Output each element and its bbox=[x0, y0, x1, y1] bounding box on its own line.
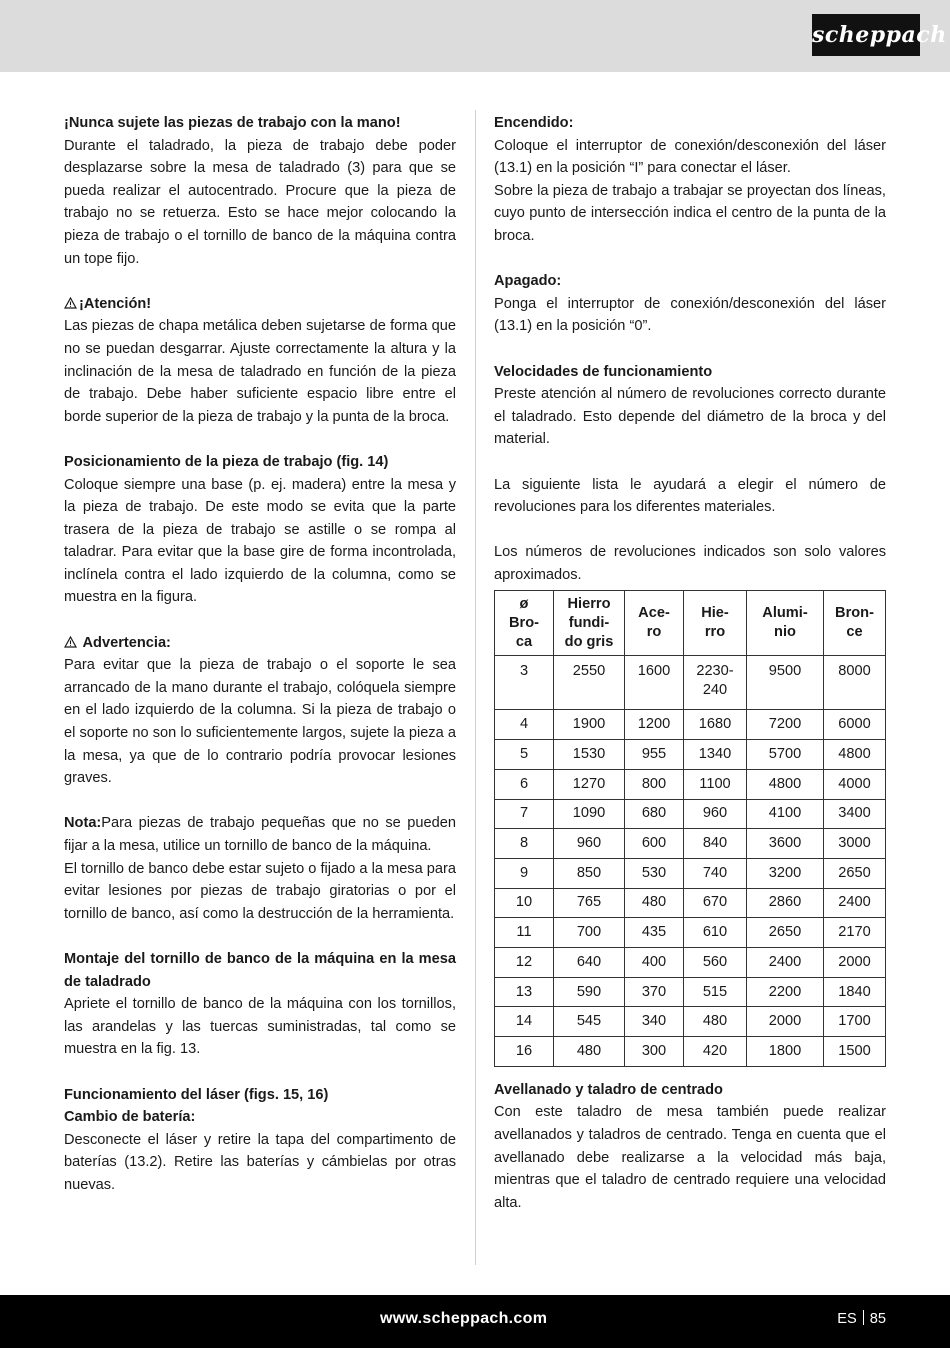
table-cell: 560 bbox=[684, 947, 747, 977]
table-cell: 13 bbox=[495, 977, 554, 1007]
note-text: Para piezas de trabajo pequeñas que no se pueden fijar a la mesa, utilice un tornillo de banco de la máquina. bbox=[64, 815, 456, 854]
attention-label: ¡Atención! bbox=[79, 295, 152, 312]
table-cell: 2000 bbox=[747, 1007, 824, 1037]
header-cell-acero: Ace- ro bbox=[625, 591, 684, 656]
table-cell: 4800 bbox=[824, 740, 886, 770]
table-cell: 1600 bbox=[625, 656, 684, 710]
table-cell: 8 bbox=[495, 829, 554, 859]
table-cell: 4000 bbox=[824, 769, 886, 799]
table-header-row bbox=[495, 591, 886, 656]
table-cell: 1680 bbox=[684, 710, 747, 740]
note-paragraph bbox=[64, 812, 456, 857]
table-cell: 1200 bbox=[625, 710, 684, 740]
table-cell: 340 bbox=[625, 1007, 684, 1037]
section-heading: Velocidades de funcionamiento bbox=[494, 363, 713, 380]
table-row bbox=[495, 656, 886, 710]
table-row bbox=[495, 1037, 886, 1067]
paragraph: Sobre la pieza de trabajo a trabajar se proyectan dos líneas, cuyo punto de intersección indica el centro de la punta de la broca. bbox=[494, 182, 886, 244]
table-cell: 3600 bbox=[747, 829, 824, 859]
header-cell-hierro-fundido: Hierro fundi- do gris bbox=[554, 591, 625, 656]
table-cell: 700 bbox=[554, 918, 625, 948]
table-row bbox=[495, 1007, 886, 1037]
table-cell: 5 bbox=[495, 740, 554, 770]
table-cell: 2000 bbox=[824, 947, 886, 977]
table-cell: 4100 bbox=[747, 799, 824, 829]
table-cell: 640 bbox=[554, 947, 625, 977]
table-cell: 850 bbox=[554, 858, 625, 888]
header-cell-broca: ø Bro- ca bbox=[495, 591, 554, 656]
paragraph: Coloque siempre una base (p. ej. madera) entre la mesa y la pieza de trabajo. De este modo se evita que la parte trasera de la pieza de trabajo se astille o se rompa al taladrar. Para evitar que la base gire de forma incontrolada, inclínela contra el lado izquierdo de la columna, como se muestra en la figura. bbox=[64, 476, 456, 606]
table-cell: 1900 bbox=[554, 710, 625, 740]
table-cell: 12 bbox=[495, 947, 554, 977]
table-cell: 6000 bbox=[824, 710, 886, 740]
table-cell: 7200 bbox=[747, 710, 824, 740]
scheppach-logo: scheppach bbox=[812, 14, 920, 56]
table-cell: 3200 bbox=[747, 858, 824, 888]
table-cell: 1530 bbox=[554, 740, 625, 770]
separator bbox=[863, 1310, 864, 1325]
table-cell: 8000 bbox=[824, 656, 886, 710]
table-row bbox=[495, 829, 886, 859]
table-row bbox=[495, 710, 886, 740]
table-row bbox=[495, 740, 886, 770]
table-cell: 765 bbox=[554, 888, 625, 918]
table-cell: 800 bbox=[625, 769, 684, 799]
table-cell: 14 bbox=[495, 1007, 554, 1037]
table-cell: 9500 bbox=[747, 656, 824, 710]
table-row bbox=[495, 947, 886, 977]
table-cell: 1700 bbox=[824, 1007, 886, 1037]
attention-heading bbox=[64, 293, 456, 316]
table-cell: 11 bbox=[495, 918, 554, 948]
page-footer bbox=[0, 1295, 950, 1348]
page-header bbox=[0, 0, 950, 72]
table-cell: 2650 bbox=[824, 858, 886, 888]
paragraph: La siguiente lista le ayudará a elegir el número de revoluciones para los diferentes materiales. bbox=[494, 476, 886, 516]
table-cell: 740 bbox=[684, 858, 747, 888]
right-column bbox=[494, 112, 886, 1214]
table-cell: 10 bbox=[495, 888, 554, 918]
table-cell: 3000 bbox=[824, 829, 886, 859]
table-cell: 1500 bbox=[824, 1037, 886, 1067]
table-cell: 680 bbox=[625, 799, 684, 829]
table-cell: 2200 bbox=[747, 977, 824, 1007]
table-cell: 480 bbox=[684, 1007, 747, 1037]
table-cell: 610 bbox=[684, 918, 747, 948]
table-cell: 420 bbox=[684, 1037, 747, 1067]
table-cell: 480 bbox=[625, 888, 684, 918]
paragraph: Con este taladro de mesa también puede realizar avellanados y taladros de centrado. Tenga en cuenta que el avellanado debe realizarse a la velocidad más baja, mientras que el taladro de centrado requiere una velocidad alta. bbox=[494, 1104, 886, 1211]
left-column bbox=[64, 112, 456, 1197]
table-row bbox=[495, 918, 886, 948]
table-cell: 370 bbox=[625, 977, 684, 1007]
table-cell: 4800 bbox=[747, 769, 824, 799]
paragraph: Para evitar que la pieza de trabajo o el soporte le sea arrancado de la mano durante el trabajo, colóquela siempre en el lado izquierdo de la columna. Si la pieza de trabajo o el soporte no son lo suficientemente largos, sujete la pieza a la mesa, ya que de lo contrario podría provocar lesiones graves. bbox=[64, 657, 456, 787]
table-cell: 590 bbox=[554, 977, 625, 1007]
section-heading: Montaje del tornillo de banco de la máquina en la mesa de taladrado bbox=[64, 950, 456, 990]
speed-table bbox=[494, 590, 886, 1066]
table-cell: 530 bbox=[625, 858, 684, 888]
table-cell: 1840 bbox=[824, 977, 886, 1007]
section-heading: Apagado: bbox=[494, 273, 562, 290]
paragraph: Durante el taladrado, la pieza de trabajo debe poder desplazarse sobre la mesa de taladrado (3) para que se pueda realizar el autocentrado. Procure que la pieza de trabajo no se retuerza. Esto se hace mejor colocando la pieza de trabajo o el tornillo de banco de la máquina contra un tope fijo. bbox=[64, 137, 456, 267]
table-cell: 2650 bbox=[747, 918, 824, 948]
paragraph: Desconecte el láser y retire la tapa del compartimento de baterías (13.2). Retire las baterías y cámbielas por otras nuevas. bbox=[64, 1131, 456, 1193]
table-cell: 3 bbox=[495, 656, 554, 710]
table-row bbox=[495, 769, 886, 799]
table-cell: 2170 bbox=[824, 918, 886, 948]
section-heading: Avellanado y taladro de centrado bbox=[494, 1081, 723, 1098]
table-body bbox=[495, 656, 886, 1066]
table-cell: 480 bbox=[554, 1037, 625, 1067]
table-cell: 1340 bbox=[684, 740, 747, 770]
table-cell: 4 bbox=[495, 710, 554, 740]
table-cell: 1270 bbox=[554, 769, 625, 799]
warning-heading bbox=[64, 632, 456, 655]
paragraph: El tornillo de banco debe estar sujeto o fijado a la mesa para evitar lesiones por piezas de trabajo giratorias o por el tornillo de banco, así como la destrucción de la herramienta. bbox=[64, 860, 456, 922]
language-code: ES bbox=[837, 1311, 857, 1327]
section-heading: Posicionamiento de la pieza de trabajo (fig. 14) bbox=[64, 453, 389, 470]
table-cell: 3400 bbox=[824, 799, 886, 829]
table-cell: 2550 bbox=[554, 656, 625, 710]
table-cell: 670 bbox=[684, 888, 747, 918]
page-indicator bbox=[837, 1310, 886, 1327]
table-cell: 515 bbox=[684, 977, 747, 1007]
section-heading: ¡Nunca sujete las piezas de trabajo con la mano! bbox=[64, 115, 401, 131]
table-cell: 2860 bbox=[747, 888, 824, 918]
paragraph: Las piezas de chapa metálica deben sujetarse de forma que no se puedan desgarrar. Ajuste correctamente la altura y la inclinación de la mesa de taladrado en función de la pieza de trabajo. Debe haber suficiente espacio libre entre el borde superior de la pieza de trabajo y la punta de la broca. bbox=[64, 318, 456, 425]
warning-label: Advertencia: bbox=[82, 634, 171, 651]
paragraph: Coloque el interruptor de conexión/desconexión del láser (13.1) en la posición “I” para conectar el láser. bbox=[494, 137, 886, 177]
table-cell: 435 bbox=[625, 918, 684, 948]
section-subheading: Cambio de batería: bbox=[64, 1109, 196, 1126]
table-cell: 2230- 240 bbox=[684, 656, 747, 710]
table-cell: 7 bbox=[495, 799, 554, 829]
table-row bbox=[495, 888, 886, 918]
page-number: 85 bbox=[869, 1311, 886, 1327]
table-cell: 300 bbox=[625, 1037, 684, 1067]
table-cell: 5700 bbox=[747, 740, 824, 770]
table-cell: 840 bbox=[684, 829, 747, 859]
paragraph: Apriete el tornillo de banco de la máquina con los tornillos, las arandelas y las tuercas suministradas, tal como se muestra en la fig. 13. bbox=[64, 996, 456, 1058]
header-cell-hierro: Hie- rro bbox=[684, 591, 747, 656]
table-cell: 6 bbox=[495, 769, 554, 799]
column-divider bbox=[475, 110, 476, 1265]
warning-triangle-icon bbox=[64, 636, 77, 648]
table-cell: 1090 bbox=[554, 799, 625, 829]
table-cell: 16 bbox=[495, 1037, 554, 1067]
note-label: Nota: bbox=[64, 815, 102, 832]
table-cell: 400 bbox=[625, 947, 684, 977]
table-cell: 960 bbox=[684, 799, 747, 829]
header-cell-aluminio: Alumi- nio bbox=[747, 591, 824, 656]
table-cell: 1800 bbox=[747, 1037, 824, 1067]
section-heading: Funcionamiento del láser (figs. 15, 16) bbox=[64, 1086, 329, 1103]
table-row bbox=[495, 799, 886, 829]
table-cell: 2400 bbox=[747, 947, 824, 977]
table-cell: 955 bbox=[625, 740, 684, 770]
table-row bbox=[495, 977, 886, 1007]
table-cell: 1100 bbox=[684, 769, 747, 799]
table-cell: 9 bbox=[495, 858, 554, 888]
table-row bbox=[495, 858, 886, 888]
table-cell: 2400 bbox=[824, 888, 886, 918]
warning-triangle-icon bbox=[64, 297, 77, 309]
paragraph: Los números de revoluciones indicados son solo valores aproximados. bbox=[494, 544, 886, 583]
table-cell: 600 bbox=[625, 829, 684, 859]
paragraph: Preste atención al número de revoluciones correcto durante el taladrado. Esto depende del diámetro de la broca y del material. bbox=[494, 386, 886, 448]
header-cell-bronce: Bron- ce bbox=[824, 591, 886, 656]
table-cell: 960 bbox=[554, 829, 625, 859]
table-cell: 545 bbox=[554, 1007, 625, 1037]
website-link[interactable]: www.scheppach.com bbox=[380, 1310, 548, 1327]
section-heading: Encendido: bbox=[494, 115, 574, 131]
paragraph: Ponga el interruptor de conexión/desconexión del láser (13.1) en la posición “0”. bbox=[494, 295, 886, 335]
